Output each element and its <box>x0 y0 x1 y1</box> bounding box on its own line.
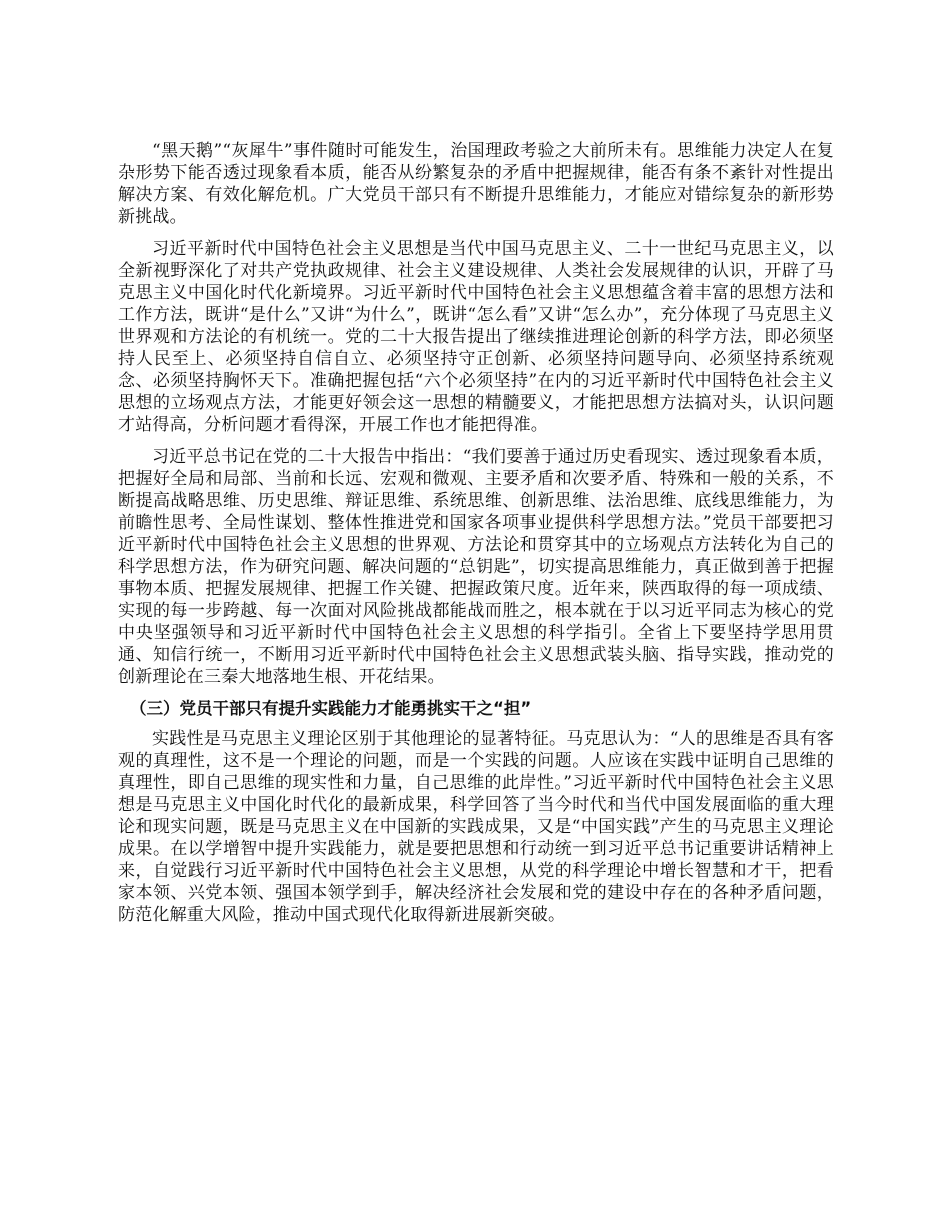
document-page <box>118 140 834 936</box>
paragraph-thinking-ability: “黑天鹅”“灰犀牛”事件随时可能发生，治国理政考验之大前所未有。思维能力决定人在复杂形势下能否透过现象看本质，能否从纷繁复杂的矛盾中把握规律，能否有条不紊针对性提出解决方案、有效化解危机。广大党员干部只有不断提升思维能力，才能应对错综复杂的新形势新挑战。 <box>118 141 834 227</box>
paragraph-report-quote: 习近平总书记在党的二十大报告中指出：“我们要善于通过历史看现实、透过现象看本质，把握好全局和局部、当前和长远、宏观和微观、主要矛盾和次要矛盾、特殊和一般的关系，不断提高战略思维、历史思维、辩证思维、系统思维、创新思维、法治思维、底线思维能力，为前瞻性思考、全局性谋划、整体性推进党和国家各项事业提供科学思想方法。”党员干部要把习近平新时代中国特色社会主义思想的世界观、方法论和贯穿其中的立场观点方法转化为自己的科学思想方法，作为研究问题、解决问题的“总钥匙”，切实提高思维能力，真正做到善于把握事物本质、把握发展规律、把握工作关键、把握政策尺度。近年来，陕西取得的每一项成绩、实现的每一步跨越、每一次面对风险挑战都能战而胜之，根本就在于以习近平同志为核心的党中央坚强领导和习近平新时代中国特色社会主义思想的科学指引。全省上下要坚持学思用贯通、知信行统一，不断用习近平新时代中国特色社会主义思想武装头脑、指导实践，推动党的创新理论在三秦大地落地生根、开花结果。 <box>118 447 834 687</box>
paragraph-xi-thought-methods: 习近平新时代中国特色社会主义思想是当代中国马克思主义、二十一世纪马克思主义，以全新视野深化了对共产党执政规律、社会主义建设规律、人类社会发展规律的认识，开辟了马克思主义中国化时代化新境界。习近平新时代中国特色社会主义思想蕴含着丰富的思想方法和工作方法，既讲“是什么”又讲“为什么”，既讲“怎么看”又讲“怎么办”，充分体现了马克思主义世界观和方法论的有机统一。党的二十大报告提出了继续推进理论创新的科学方法，即必须坚持人民至上、必须坚持自信自立、必须坚持守正创新、必须坚持问题导向、必须坚持系统观念、必须坚持胸怀天下。准确把握包括“六个必须坚持”在内的习近平新时代中国特色社会主义思想的立场观点方法，才能更好领会这一思想的精髓要义，才能把思想方法搞对头，认识问题才站得高，分析问题才看得深，开展工作也才能把得准。 <box>118 239 834 435</box>
paragraph-practice-ability: 实践性是马克思主义理论区别于其他理论的显著特征。马克思认为：“人的思维是否具有客观的真理性，这不是一个理论的问题，而是一个实践的问题。人应该在实践中证明自己思维的真理性，即自己思维的现实性和力量，自己思维的此岸性。”习近平新时代中国特色社会主义思想是马克思主义中国化时代化的最新成果，科学回答了当今时代和当代中国发展面临的重大理论和现实问题，既是马克思主义在中国新的实践成果，又是“中国实践”产生的马克思主义理论成果。在以学增智中提升实践能力，就是要把思想和行动统一到习近平总书记重要讲话精神上来，自觉践行习近平新时代中国特色社会主义思想，从党的科学理论中增长智慧和才干，把看家本领、兴党本领、强国本领学到手，解决经济社会发展和党的建设中存在的各种矛盾问题，防范化解重大风险，推动中国式现代化取得新进展新突破。 <box>118 729 834 925</box>
section-heading-practice: （三）党员干部只有提升实践能力才能勇挑实干之“担” <box>130 699 532 718</box>
